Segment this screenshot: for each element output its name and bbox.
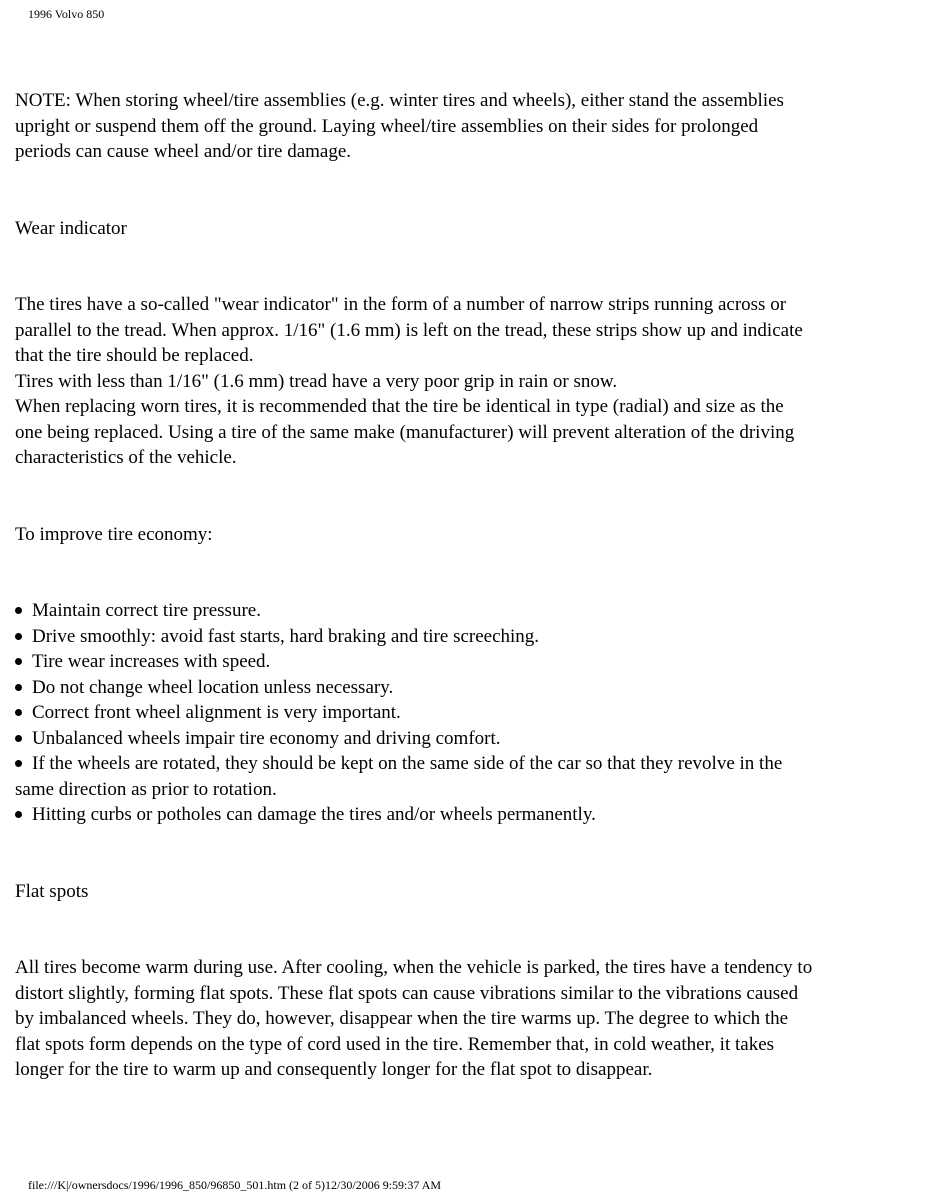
document-body — [15, 88, 915, 1083]
flat-spots-line: flat spots form depends on the type of cord used in the tire. Remember that, in cold weather, it takes — [15, 1033, 775, 1055]
wear-indicator-heading: Wear indicator — [15, 217, 127, 239]
bullet-icon — [15, 709, 22, 716]
note-line: periods can cause wheel and/or tire damage. — [15, 141, 352, 162]
wear-indicator-paragraph — [15, 292, 915, 471]
list-item-text: Hitting curbs or potholes can damage the tires and/or wheels permanently. — [32, 804, 596, 825]
flat-spots-line: by imbalanced wheels. They do, however, disappear when the tire warms up. The degree to which the — [15, 1008, 789, 1029]
list-item-text: If the wheels are rotated, they should be kept on the same side of the car so that they revolve in the — [32, 753, 783, 774]
list-item — [15, 649, 915, 675]
flat-spots-line: longer for the tire to warm up and consequently longer for the flat spot to disappear. — [15, 1059, 653, 1080]
bullet-icon — [15, 658, 22, 665]
list-item — [15, 700, 915, 726]
flat-spots-paragraph — [15, 955, 915, 1083]
list-item-text: Correct front wheel alignment is very important. — [32, 702, 401, 723]
list-item-text: Do not change wheel location unless necessary. — [32, 676, 394, 698]
bullet-icon — [15, 607, 22, 614]
note-paragraph — [15, 88, 915, 165]
list-item-text: Maintain correct tire pressure. — [32, 600, 261, 621]
wear-indicator-line: parallel to the tread. When approx. 1/16" (1.6 mm) is left on the tread, these strips show up and indicate — [15, 319, 803, 341]
list-item — [15, 802, 915, 828]
wear-indicator-line: characteristics of the vehicle. — [15, 447, 237, 468]
wear-indicator-line: one being replaced. Using a tire of the same make (manufacturer) will prevent alteration of the driving — [15, 421, 795, 443]
list-item — [15, 624, 915, 650]
flat-spots-heading: Flat spots — [15, 880, 89, 902]
wear-indicator-line: Tires with less than 1/16" (1.6 mm) tread have a very poor grip in rain or snow. — [15, 370, 618, 392]
page-header-title: 1996 Volvo 850 — [28, 7, 105, 21]
list-item — [15, 751, 915, 802]
note-line: upright or suspend them off the ground. Laying wheel/tire assemblies on their sides for prolonged — [15, 115, 759, 137]
list-item — [15, 726, 915, 752]
list-item — [15, 598, 915, 624]
tire-economy-list — [15, 598, 915, 828]
flat-spots-line: All tires become warm during use. After cooling, when the vehicle is parked, the tires have a tendency to — [15, 957, 813, 978]
list-item-text: Tire wear increases with speed. — [32, 651, 271, 672]
wear-indicator-line: The tires have a so-called "wear indicator" in the form of a number of narrow strips running across or — [15, 294, 787, 315]
list-item-text-continued: same direction as prior to rotation. — [15, 778, 277, 800]
flat-spots-line: distort slightly, forming flat spots. These flat spots can cause vibrations similar to the vibrations caused — [15, 982, 799, 1004]
bullet-icon — [15, 684, 22, 691]
bullet-icon — [15, 760, 22, 767]
bullet-icon — [15, 633, 22, 640]
bullet-icon — [15, 735, 22, 742]
tire-economy-heading: To improve tire economy: — [15, 523, 213, 545]
bullet-icon — [15, 811, 22, 818]
list-item-text: Drive smoothly: avoid fast starts, hard braking and tire screeching. — [32, 625, 540, 647]
wear-indicator-line: that the tire should be replaced. — [15, 345, 254, 366]
page-footer-url: file:///K|/ownersdocs/1996/1996_850/96850_501.htm (2 of 5)12/30/2006 9:59:37 AM — [28, 1178, 442, 1192]
note-line: NOTE: When storing wheel/tire assemblies (e.g. winter tires and wheels), either stand the assemblies — [15, 90, 784, 111]
wear-indicator-line: When replacing worn tires, it is recommended that the tire be identical in type (radial) and size as the — [15, 396, 784, 417]
list-item-text: Unbalanced wheels impair tire economy and driving comfort. — [32, 727, 501, 749]
list-item — [15, 675, 915, 701]
